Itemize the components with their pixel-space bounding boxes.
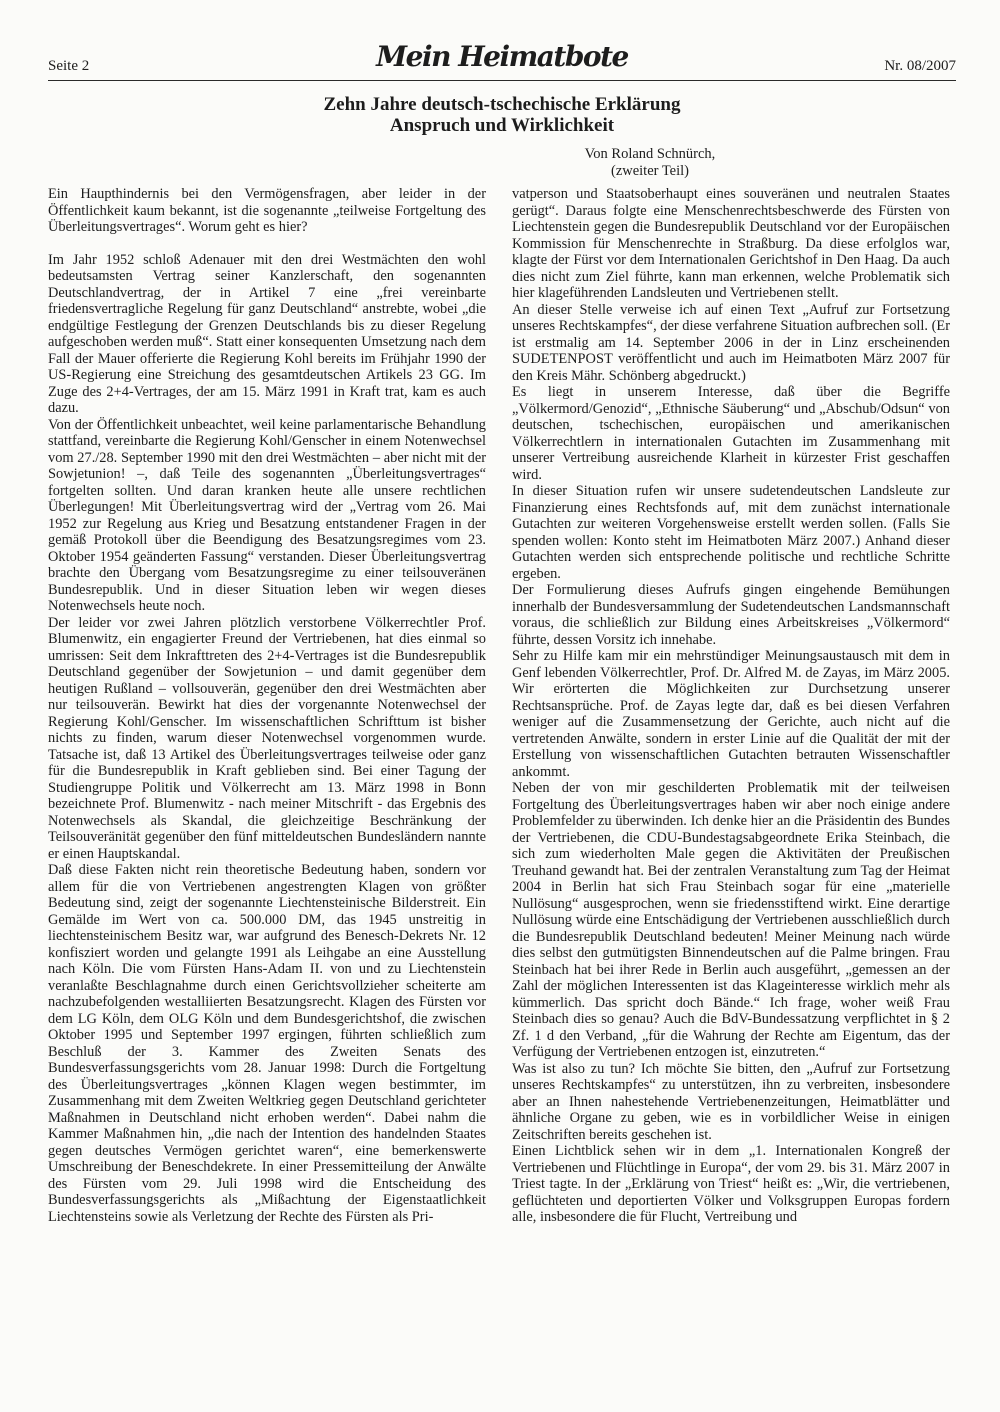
paragraph: vatperson und Staatsoberhaupt eines souveränen und neutralen Staates gerügt“. Daraus folgte eine Menschenrechtsbeschwerde des Fürsten von Liechtenstein gegen die Bundesrepublik Deutschland vor der Europäischen Kommission für Menschenrechte in Straßburg. Da diese erfolglos war, klagte der Fürst vor dem Internationalen Gerichtshof in Den Haag. Da auch dies nicht zum Ziel führte, kann man erkennen, welche Problematik sich hier klageführenden Landsleuten und Vertriebenen stellt. [512, 186, 950, 301]
paragraph: Es liegt in unserem Interesse, daß über die Begriffe „Völkermord/Genozid“, „Ethnische Säuberung“ und „Abschub/Odsun“ von deutschen, tschechischen, europäischen und amerikanischen Völkerrechtlern in internationalen Gutachten im Zusammenhang mit unserer Vertreibung ausreichende Klarheit in kürzester Frist geschaffen wird. [512, 384, 950, 483]
left-column [48, 186, 486, 1225]
paragraph: Im Jahr 1952 schloß Adenauer mit den drei Westmächten den wohl bedeutsamsten Vertrag seiner Kanzlerschaft, den sogenannten Deutschlandvertrag, der in Artikel 7 eine „frei vereinbarte friedensvertragliche Regelung für ganz Deutschland“ anstrebte, wobei „die endgültige Festlegung der Grenzen Deutschlands bis zu dieser Regelung aufgeschoben werden muß“. Statt einer konsequenten Umsetzung nach dem Fall der Mauer offerierte die Regierung Kohl bereits im Frühjahr 1990 der US-Regierung eine Streichung des gesamtdeutschen Artikels 23 GG. Im Zuge des 2+4-Vertrages, der am 15. März 1991 in Kraft trat, kam es auch dazu. [48, 251, 486, 416]
author: Von Roland Schnürch, [584, 146, 716, 162]
paragraph: Einen Lichtblick sehen wir in dem „1. Internationalen Kongreß der Vertriebenen und Flüchtlinge in Europa“, der vom 29. bis 31. März 2007 in Triest tagte. In der „Erklärung von Triest“ heißt es: „Wir, die vertriebenen, geflüchteten und deportierten Völker und Volksgruppen Europas fordern alle, insbesondere die für Flucht, Vertreibung und [512, 1143, 950, 1225]
paragraph: Der Formulierung dieses Aufrufs gingen eingehende Bemühungen innerhalb der Bundesversammlung der Sudetendeutschen Landsmannschaft voraus, die schließlich zur Bildung eines Arbeitskreises „Völkermord“ führte, dessen Vorsitz ich innehabe. [512, 582, 950, 648]
paragraph: An dieser Stelle verweise ich auf einen Text „Aufruf zur Fortsetzung unseres Rechtskampfes“, der diese verfahrene Situation aufbrechen soll. (Er ist erstmalig am 14. September 2006 in der in Linz erscheinenden SUDETENPOST veröffentlicht und auch im Heimatboten März 2007 für den Kreis Mähr. Schönberg abgedruckt.) [512, 301, 950, 384]
paragraph: Was ist also zu tun? Ich möchte Sie bitten, den „Aufruf zur Fortsetzung unseres Rechtskampfes“ zu unterstützen, ihn zu verbreiten, insbesondere aber an Ihnen nahestehende Vertriebenenzeitungen, Heimatblätter und ähnliche Organe zu geben, wie es in vorbildlicher Weise in einigen Zeitschriften bereits geschehen ist. [512, 1060, 950, 1143]
paragraph: Sehr zu Hilfe kam mir ein mehrstündiger Meinungsaustausch mit dem in Genf lebenden Völkerrechtler, Prof. Dr. Alfred M. de Zayas, im März 2005. Wir erörterten die Möglichkeiten zur Durchsetzung unserer Rechtsansprüche. Prof. de Zayas legte dar, daß es bei diesen Verfahren weniger auf die Zusammensetzung der Gerichte, auch nicht auf die vertretenden Anwälte, sondern in erster Linie auf die Qualität der mit der Erstellung von wissenschaftlichen Gutachten betrauten Wissenschaftler ankommt. [512, 648, 950, 780]
article-headline [48, 94, 956, 136]
part-label: (zweiter Teil) [610, 163, 690, 179]
paragraph: Daß diese Fakten nicht rein theoretische Bedeutung haben, sondern vor allem für die von Vertriebenen angestrengten Klagen von größter Bedeutung sind, zeigt der sogenannte Liechtensteinische Bilderstreit. Ein Gemälde im Wert von ca. 500.000 DM, das 1945 unstreitig in liechtensteinischem Besitz war, war aufgrund des Benesch-Dekrets Nr. 12 konfisziert worden und gelangte 1991 als Leihgabe an eine Ausstellung nach Köln. Die vom Fürsten Hans-Adam II. von und zu Liechtenstein veranlaßte Beschlagnahme durch einen Gerichtsvollzieher scheiterte am nachzubefolgenden westalliierten Besatzungsrecht. Klagen des Fürsten vor dem LG Köln, dem OLG Köln und dem Bundesgerichtshof, die zwischen Oktober 1995 und September 1997 ergingen, führten schließlich zum Beschluß der 3. Kammer des Zweiten Senats des Bundesverfassungsgerichts vom 28. Januar 1998: Durch die Fortgeltung des Überleitungsvertrages „können Klagen wegen bestimmter, im Zusammenhang mit dem Zweiten Weltkrieg gegen Deutschland gerichteter Maßnahmen in Deutschland nicht erhoben werden“. Dabei nahm die Kammer Maßnahmen hin, „die nach der Intention des handelnden Staates gegen deutsches Vermögen gerichtet waren“, eine bemerkenswerte Umschreibung der Beneschdekrete. In einer Pressemitteilung der Anwälte des Fürsten vom 29. Juli 1998 wird die Entscheidung des Bundesverfassungsgerichts als „Mißachtung der Eigenstaatlichkeit Liechtensteins sowie als Verletzung der Rechte des Fürsten als Pri- [48, 862, 486, 1225]
masthead-logo: Mein Heimatbote [376, 40, 628, 73]
issue-number: Nr. 08/2007 [884, 58, 956, 74]
paragraph: Der leider vor zwei Jahren plötzlich verstorbene Völkerrechtler Prof. Blumenwitz, ein engagierter Freund der Vertriebenen, hat dies einmal so umrissen: Seit dem Inkrafttreten des 2+4-Vertrages ist die Bundesrepublik Deutschland gegenüber der Sowjetunion – und damit gegenüber dem heutigen Rußland – vollsouverän, gegenüber den drei Westmächten aber nur teilsouverän. Bewirkt hat dies der vorgenannte Notenwechsel der Regierung Kohl/Genscher. Im wissenschaftlichen Schrifttum ist bisher nichts zu finden, warum dieser Notenwechsel vorgenommen wurde. Tatsache ist, daß 13 Artikel des Überleitungsvertrages teilweise oder ganz für die Bundesrepublik in Kraft geblieben sind. Bei einer Tagung der Studiengruppe Politik und Völkerrecht am 13. März 1998 in Bonn bezeichnete Prof. Blumenwitz - nach meiner Mitschrift - das Ergebnis des Notenwechsels als Skandal, die gleichzeitige Beschränkung der Teilsouveränität gegenüber den fünf mitteldeutschen Bundesländern nannte er einen Hauptskandal. [48, 614, 486, 862]
page-header [48, 40, 956, 81]
paragraph: In dieser Situation rufen wir unsere sudetendeutschen Landsleute zur Finanzierung eines Rechtsfonds auf, mit dem zunächst internationale Gutachten zur weiteren Vorgehensweise erstellt werden sollen. (Falls Sie spenden wollen: Konto steht im Heimatboten März 2007.) Anhand dieser Gutachten werden sich entsprechende politische und rechtliche Schritte ergeben. [512, 483, 950, 582]
paragraph: Von der Öffentlichkeit unbeachtet, weil keine parlamentarische Behandlung stattfand, vereinbarte die Regierung Kohl/Genscher in einem Notenwechsel vom 27./28. September 1990 mit den drei Westmächten – aber nicht mit der Sowjetunion! –, daß Teile des sogenannten „Überleitungsvertrages“ fortgelten sollten. Und daran kranken heute alle unsere rechtlichen Überlegungen! Mit Überleitungsvertrag wird der „Vertrag vom 26. Mai 1952 zur Regelung aus Krieg und Besatzung entstandener Fragen in der gemäß Protokoll über die Beendigung des Besatzungsregimes vom 23. Oktober 1954 geänderten Fassung“ verstanden. Dieser Überleitungsvertrag brachte den Übergang vom Besatzungsregime zu einer teilsouveränen Bundesrepublik. Und in dieser Situation leben wir wegen dieses Notenwechsels heute noch. [48, 416, 486, 614]
paragraph: Neben der von mir geschilderten Problematik mit der teilweisen Fortgeltung des Überleitungsvertrages haben wir aber noch einige andere Problemfelder zu überwinden. Ich denke hier an die Präsidentin des Bundes der Vertriebenen, die CDU-Bundestagsabgeordnete Erika Steinbach, die sich zum wiederholten Male gegen die Aktivitäten der Preußischen Treuhand gewandt hat. Bei der zentralen Veranstaltung zum Tag der Heimat 2004 in Berlin hat sich Frau Steinbach sogar für eine „materielle Nullösung“ ausgesprochen, wenn sie friedensstiftend wirkt. Eine derartige Nullösung würde eine Entschädigung der Vertriebenen ausschließlich durch die Bundesrepublik Deutschland bedeuten! Meiner Meinung nach würde dies selbst den gutmütigsten Binnendeutschen auf die Palme bringen. Frau Steinbach hat bei ihrer Rede in Berlin auch ausgeführt, „gemessen an der Zahl der möglichen Interessenten ist das Klageinteresse wirklich mehr als kümmerlich. Das spricht doch Bände.“ Ich frage, woher weiß Frau Steinbach dies so genau? Auch die BdV-Bundessatzung verpflichtet in § 2 Zf. 1 d den Verband, „für die Wahrung der Rechte am Eigentum, das der Verfügung der Vertriebenen entzogen ist, einzutreten.“ [512, 780, 950, 1060]
right-column [512, 186, 950, 1226]
page-number: Seite 2 [48, 58, 90, 74]
paragraph: Ein Haupthindernis bei den Vermögensfragen, aber leider in der Öffentlichkeit kaum bekannt, ist die sogenannte „teilweise Fortgeltung des Überleitungsvertrages“. Worum geht es hier? [48, 186, 486, 235]
article-title: Zehn Jahre deutsch-tschechische Erklärung [323, 94, 681, 115]
byline [500, 146, 800, 180]
article-subtitle: Anspruch und Wirklichkeit [389, 115, 615, 136]
